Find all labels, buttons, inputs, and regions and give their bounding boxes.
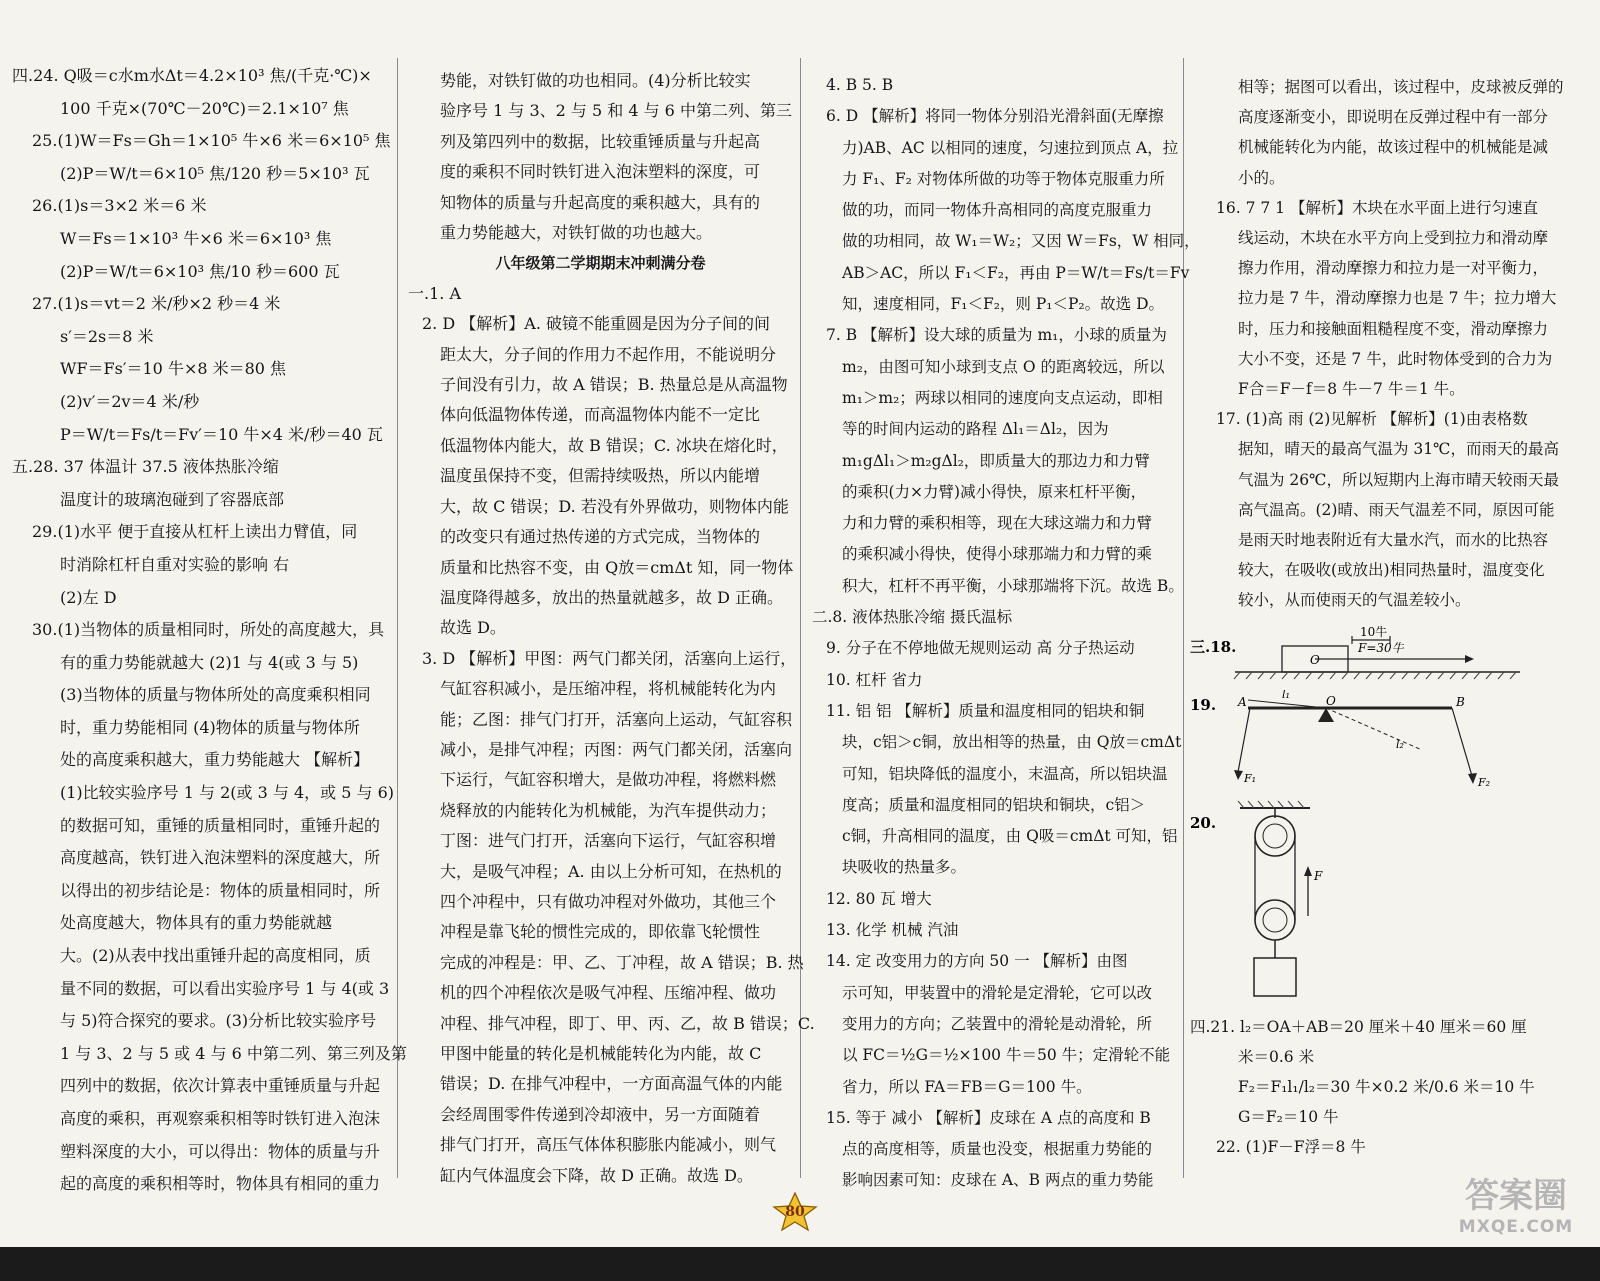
text-line: 会经周围零件传递到冷却液中，另一方面随着	[440, 1104, 761, 1124]
column-1	[12, 60, 407, 1201]
text-line: 大。(2)从表中找出重锤升起的高度相同，质	[60, 946, 371, 966]
figure-20-force-head	[1304, 866, 1312, 876]
figure-19-l2-label: l₂	[1396, 737, 1404, 751]
text-line: 大，是吸气冲程；A. 由以上分析可知，在热机的	[440, 861, 782, 881]
text-line: 一.1. A	[408, 283, 461, 303]
text-line: 塑料深度的大小，可以得出：物体的质量与升	[60, 1141, 381, 1161]
text-line: 相等；据图可以看出，该过程中，皮球被反弹的	[1238, 78, 1564, 96]
text-line: 擦力作用，滑动摩擦力和拉力是一对平衡力，	[1238, 259, 1549, 278]
figure-19-point-a: A	[1238, 694, 1247, 709]
text-line: 起的高度的乘积相等时，物体具有相同的重力	[60, 1174, 381, 1194]
text-line: 14. 定 改变用力的方向 50 一 【解析】由图	[826, 952, 1128, 971]
figure-19-l1-label: l₁	[1282, 689, 1290, 701]
text-line: 以 FC＝½G＝½×100 牛＝50 牛；定滑轮不能	[842, 1046, 1171, 1065]
text-line: 13. 化学 机械 汽油	[826, 921, 959, 940]
figure-20-fixed-pulley	[1255, 816, 1295, 856]
text-line: 四.21. l₂＝OA＋AB＝20 厘米＋40 厘米＝60 厘	[1190, 1017, 1527, 1036]
text-line: F合＝F－f＝8 牛－7 牛＝1 牛。	[1238, 380, 1465, 399]
text-line: 积大，杠杆不再平衡，小球那端将下沉。故选 B。	[842, 576, 1184, 595]
text-line: 完成的冲程是：甲、乙、丁冲程，故 A 错误；B. 热	[440, 952, 804, 972]
text-line: 9. 分子在不停地做无规则运动 高 分子热运动	[826, 639, 1135, 658]
figure-18-ground-hatch	[1234, 672, 1516, 679]
figure-18-arrow-head	[1465, 655, 1474, 663]
text-line: 冲程是靠飞轮的惯性完成的，即依靠飞轮惯性	[440, 922, 761, 942]
bottom-edge-bar	[0, 1247, 1600, 1281]
text-line: 25.(1)W＝Fs＝Gh＝1×10⁵ 牛×6 米＝6×10⁵ 焦	[32, 131, 391, 151]
text-line: m₁＞m₂；两球以相同的速度向支点运动，即相	[842, 388, 1163, 407]
text-line: 拉力是 7 牛，滑动摩擦力也是 7 牛；拉力增大	[1238, 289, 1557, 308]
text-line: 做的功相同，故 W₁＝W₂；又因 W＝Fs，W 相同，	[842, 232, 1200, 251]
text-line: 能；乙图：排气门打开，活塞向上运动，气缸容积	[440, 709, 793, 729]
figure-20	[1190, 798, 1595, 1004]
column-divider-1	[397, 58, 398, 1178]
text-line: (2)左 D	[60, 587, 117, 607]
figure-18	[1190, 622, 1595, 682]
figure-18-point-o: O	[1310, 652, 1320, 667]
section-title: 八年级第二学期期末冲刺满分卷	[495, 254, 706, 273]
text-line: (3)当物体的质量与物体所处的高度乘积相同	[60, 685, 371, 705]
text-line: 势能，对铁钉做的功也相同。(4)分析比较实	[440, 71, 751, 90]
text-line: 11. 铝 铝 【解析】质量和温度相同的铝块和铜	[826, 701, 1145, 720]
text-line: WF＝Fs′＝10 牛×8 米＝80 焦	[60, 359, 287, 379]
text-line: 高度的乘积，再观察乘积相等时铁钉进入泡沫	[60, 1109, 381, 1128]
text-line: 大小不变，还是 7 牛，此时物体受到的合力为	[1238, 349, 1553, 368]
figure-19-f2-head	[1468, 773, 1477, 784]
text-line: G＝F₂＝10 牛	[1238, 1108, 1339, 1127]
text-line: 高度逐渐变小，即说明在反弹过程中有一部分	[1238, 108, 1549, 127]
text-line: (2)P＝W/t＝6×10³ 焦/10 秒＝600 瓦	[60, 261, 340, 281]
text-line: 3. D 【解析】甲图：两气门都关闭，活塞向上运行，	[422, 648, 797, 668]
text-line: 质量和比热容不变，由 Q放＝cmΔt 知，同一物体	[440, 557, 794, 577]
text-line: 丁图：进气门打开，活塞向下运行，气缸容积增	[440, 831, 777, 851]
text-line: 高气温高。(2)晴、雨天气温差不同，原因可能	[1238, 500, 1555, 519]
figure-19-point-o: O	[1326, 693, 1336, 708]
text-line: 可知，铝块降低的温度小，末温高，所以铝块温	[842, 764, 1168, 783]
figure-19-f1-head	[1234, 770, 1243, 780]
column-3	[812, 70, 1200, 1197]
text-line: 较小，从而使雨天的气温差较小。	[1238, 591, 1471, 610]
text-line: 四个冲程中，只有做功冲程对外做功，其他三个	[440, 891, 777, 911]
text-line: 小的。	[1238, 168, 1285, 187]
text-line: 温度降得越多，放出的热量就越多，故 D 正确。	[440, 587, 784, 607]
figure-19-f2-label: F₂	[1478, 775, 1491, 789]
text-line: 温度计的玻璃泡碰到了容器底部	[60, 489, 285, 509]
text-line: 变用力的方向；乙装置中的滑轮是动滑轮，所	[842, 1014, 1153, 1033]
text-line: 6. D 【解析】将同一物体分别沿光滑斜面(无摩擦	[826, 107, 1164, 126]
text-line: 处高度越大，物体具有的重力势能就越	[60, 913, 333, 933]
text-line: 示可知，甲装置中的滑轮是定滑轮，它可以改	[842, 983, 1153, 1002]
text-line: 高度越高，铁钉进入泡沫塑料的深度越大，所	[60, 848, 381, 868]
text-line: 2. D 【解析】A. 破镜不能重圆是因为分子间的间	[422, 314, 770, 334]
text-line: 二.8. 液体热胀冷缩 摄氏温标	[812, 608, 1013, 627]
text-line: 与 5)符合探究的要求。(3)分析比较实验序号	[60, 1011, 377, 1031]
column-4	[1190, 72, 1595, 1163]
text-line: 30.(1)当物体的质量相同时，所处的高度越大，具	[32, 620, 385, 640]
text-line: 点的高度相等，质量也没变，根据重力势能的	[842, 1140, 1153, 1159]
figure-20-movable-pulley-inner	[1263, 908, 1287, 932]
text-line: 力和力臂的乘积相等，现在大球这端力和力臂	[842, 514, 1153, 533]
text-line: 机械能转化为内能，故该过程中的机械能是减	[1238, 138, 1549, 157]
text-line: 100 千克×(70℃－20℃)＝2.1×10⁷ 焦	[60, 98, 349, 118]
text-line: P＝W/t＝Fs/t＝Fv′＝10 牛×4 米/秒＝40 瓦	[60, 424, 383, 444]
text-line: 气缸容积减小，是压缩冲程，将机械能转化为内	[440, 679, 777, 699]
text-line: 处的高度乘积越大，重力势能越大 【解析】	[60, 750, 370, 770]
text-line: 冲程、排气冲程，即丁、甲、丙、乙，故 B 错误；C.	[440, 1013, 815, 1033]
text-line: 27.(1)s＝vt＝2 米/秒×2 秒＝4 米	[32, 294, 281, 314]
text-line: 是雨天时地表附近有大量水汽，而水的比热容	[1238, 531, 1549, 550]
page-number	[772, 1192, 818, 1232]
text-line: 知物体的质量与升起高度的乘积越大，具有的	[440, 192, 761, 212]
text-line: 验序号 1 与 3、2 与 5 和 4 与 6 中第二列、第三	[440, 101, 792, 121]
text-line: 1 与 3、2 与 5 或 4 与 6 中第二列、第三列及第	[60, 1043, 407, 1063]
figure-19	[1190, 690, 1595, 790]
text-line: 量不同的数据，可以看出实验序号 1 与 4(或 3	[60, 978, 390, 998]
text-line: m₁gΔl₁＞m₂gΔl₂，即质量大的那边力和力臂	[842, 451, 1150, 470]
text-line: 以得出的初步结论是：物体的质量相同时，所	[60, 880, 381, 900]
watermark-logo: 答案圈	[1465, 1176, 1567, 1216]
text-line: 大，故 C 错误；D. 若没有外界做功，则物体内能	[440, 496, 789, 516]
figure-20-force-label: F	[1314, 868, 1323, 883]
text-line: 7. B 【解析】设大球的质量为 m₁，小球的质量为	[826, 326, 1167, 345]
text-line: 省力，所以 FA＝FB＝G＝100 牛。	[842, 1077, 1092, 1096]
figure-18-number: 三.18.	[1190, 637, 1237, 656]
text-line: W＝Fs＝1×10³ 牛×6 米＝6×10³ 焦	[60, 228, 332, 248]
text-line: 较大，在吸收(或放出)相同热量时，温度变化	[1238, 561, 1545, 580]
text-line: 时消除杠杆自重对实验的影响 右	[60, 554, 290, 574]
figure-19-f1-label: F₁	[1244, 771, 1257, 785]
text-line: 的数据可知，重锤的质量相同时，重锤升起的	[60, 815, 381, 835]
text-line: (2)P＝W/t＝6×10⁵ 焦/120 秒＝5×10³ 瓦	[60, 163, 370, 183]
text-line: 力 F₁、F₂ 对物体所做的功等于物体克服重力所	[842, 169, 1165, 188]
text-line: 温度虽保持不变，但需持续吸热，所以内能增	[440, 466, 761, 486]
text-line: 的改变只有通过热传递的方式完成，当物体的	[440, 527, 761, 547]
text-line: 缸内气体温度会下降，故 D 正确。故选 D。	[440, 1165, 753, 1185]
text-line: 做的功，而同一物体升高相同的高度克服重力	[842, 201, 1153, 220]
text-line: F₂＝F₁l₁/l₂＝30 牛×0.2 米/0.6 米＝10 牛	[1238, 1078, 1535, 1097]
watermark-url: MXQE.COM	[1458, 1217, 1574, 1237]
figure-19-l2	[1326, 708, 1422, 750]
figure-20-weight	[1254, 958, 1296, 996]
text-line: 等的时间内运动的路程 Δl₁＝Δl₂，因为	[842, 420, 1109, 439]
text-line: 甲图中能量的转化是机械能转化为内能，故 C	[440, 1044, 762, 1063]
text-line: 烧释放的内能转化为机械能，为汽车提供动力；	[440, 800, 777, 820]
text-line: 度的乘积不同时铁钉进入泡沫塑料的深度，可	[440, 162, 761, 182]
column-2	[408, 66, 815, 1191]
text-line: 块，c铝＞c铜，放出相等的热量，由 Q放＝cmΔt	[842, 733, 1182, 752]
text-line: 子间没有引力，故 A 错误；B. 热量总是从高温物	[440, 375, 788, 395]
figure-20-movable-pulley	[1255, 900, 1295, 940]
text-line: 15. 等于 减小 【解析】皮球在 A 点的高度和 B	[826, 1108, 1151, 1127]
text-line: 知，速度相同，F₁＜F₂，则 P₁＜P₂。故选 D。	[842, 295, 1165, 314]
text-line: 度高；质量和温度相同的铝块和铜块，c铝＞	[842, 795, 1146, 814]
text-line: 29.(1)水平 便于直接从杠杆上读出力臂值，同	[32, 522, 358, 542]
text-line: 距太大，分子间的作用力不起作用，不能说明分	[440, 344, 777, 364]
text-line: 块吸收的热量多。	[842, 858, 967, 877]
figure-18-force-label: F=30牛	[1358, 640, 1404, 655]
figure-19-f2-line	[1452, 708, 1472, 776]
figure-20-fixed-pulley-inner	[1263, 824, 1287, 848]
text-line: 的乘积减小得快，使得小球那端力和力臂的乘	[842, 545, 1153, 564]
text-line: 重力势能越大，对铁钉做的功也越大。	[440, 223, 713, 243]
text-line: 时，重力势能相同 (4)物体的质量与物体所	[60, 717, 360, 737]
text-line: 时，压力和接触面粗糙程度不变，滑动摩擦力	[1238, 319, 1549, 338]
text-line: 排气门打开，高压气体体积膨胀内能减小，则气	[440, 1135, 777, 1155]
text-line: 错误；D. 在排气冲程中，一方面高温气体的内能	[440, 1074, 783, 1094]
text-line: 据知，晴天的最高气温为 31℃，而雨天的最高	[1238, 440, 1559, 459]
text-line: (1)比较实验序号 1 与 2(或 3 与 4，或 5 与 6)	[60, 783, 395, 803]
text-line: 22. (1)F－F浮＝8 牛	[1216, 1138, 1366, 1157]
text-line: 列及第四列中的数据，比较重锤质量与升起高	[440, 131, 761, 151]
text-line: 有的重力势能就越大 (2)1 与 4(或 3 与 5)	[60, 652, 359, 672]
figure-19-f1-line	[1238, 708, 1250, 772]
text-line: 4. B 5. B	[826, 76, 894, 94]
text-line: 四.24. Q吸＝c水m水Δt＝4.2×10³ 焦/(千克·℃)×	[12, 66, 372, 85]
figure-19-number: 19.	[1190, 695, 1217, 714]
text-line: 四列中的数据，依次计算表中重锤质量与升起	[60, 1076, 381, 1096]
figure-19-fulcrum	[1318, 708, 1334, 722]
text-line: 机的四个冲程依次是吸气冲程、压缩冲程、做功	[440, 983, 777, 1003]
page-number-text: 80	[785, 1204, 805, 1220]
figure-19-point-b: B	[1456, 694, 1465, 709]
text-line: 米＝0.6 米	[1238, 1047, 1315, 1066]
figure-18-scale-label: 10牛	[1360, 624, 1388, 639]
text-line: 下运行，气缸容积增大，是做功冲程，将燃料燃	[440, 770, 777, 790]
text-line: 17. (1)高 雨 (2)见解析 【解析】(1)由表格数	[1216, 410, 1528, 429]
text-line: 气温为 26℃，所以短期内上海市晴天较雨天最	[1238, 470, 1559, 489]
text-line: 线运动，木块在水平方向上受到拉力和滑动摩	[1238, 229, 1549, 248]
figure-20-ceiling-hatch	[1238, 801, 1304, 808]
text-line: 影响因素可知：皮球在 A、B 两点的重力势能	[842, 1171, 1154, 1190]
text-line: c铜，升高相同的温度，由 Q吸＝cmΔt 可知，铝	[842, 827, 1178, 846]
text-line: 五.28. 37 体温计 37.5 液体热胀冷缩	[12, 457, 279, 477]
text-line: AB＞AC，所以 F₁＜F₂，再由 P＝W/t＝Fs/t＝Fv	[842, 263, 1190, 282]
figure-20-number: 20.	[1190, 813, 1217, 832]
text-line: 16. 7 7 1 【解析】木块在水平面上进行匀速直	[1216, 198, 1538, 217]
text-line: 力)AB、AC 以相同的速度，匀速拉到顶点 A，拉	[842, 138, 1179, 157]
text-line: (2)v′＝2v＝4 米/秒	[60, 391, 200, 411]
text-line: 体向低温物体传递，而高温物体内能不一定比	[440, 405, 761, 425]
text-line: 低温物体内能大，故 B 错误；C. 冰块在熔化时，	[440, 435, 788, 455]
text-line: 减小，是排气冲程；丙图：两气门都关闭，活塞向	[440, 739, 793, 759]
text-line: 故选 D。	[440, 618, 506, 638]
text-line: 10. 杠杆 省力	[826, 670, 923, 689]
text-line: 26.(1)s＝3×2 米＝6 米	[32, 196, 207, 216]
text-line: s′＝2s＝8 米	[60, 326, 154, 346]
text-line: 的乘积(力×力臂)减小得快，原来杠杆平衡，	[842, 482, 1147, 501]
watermark	[1432, 1176, 1600, 1246]
text-line: m₂，由图可知小球到支点 O 的距离较远，所以	[842, 357, 1165, 376]
text-line: 12. 80 瓦 增大	[826, 889, 932, 908]
